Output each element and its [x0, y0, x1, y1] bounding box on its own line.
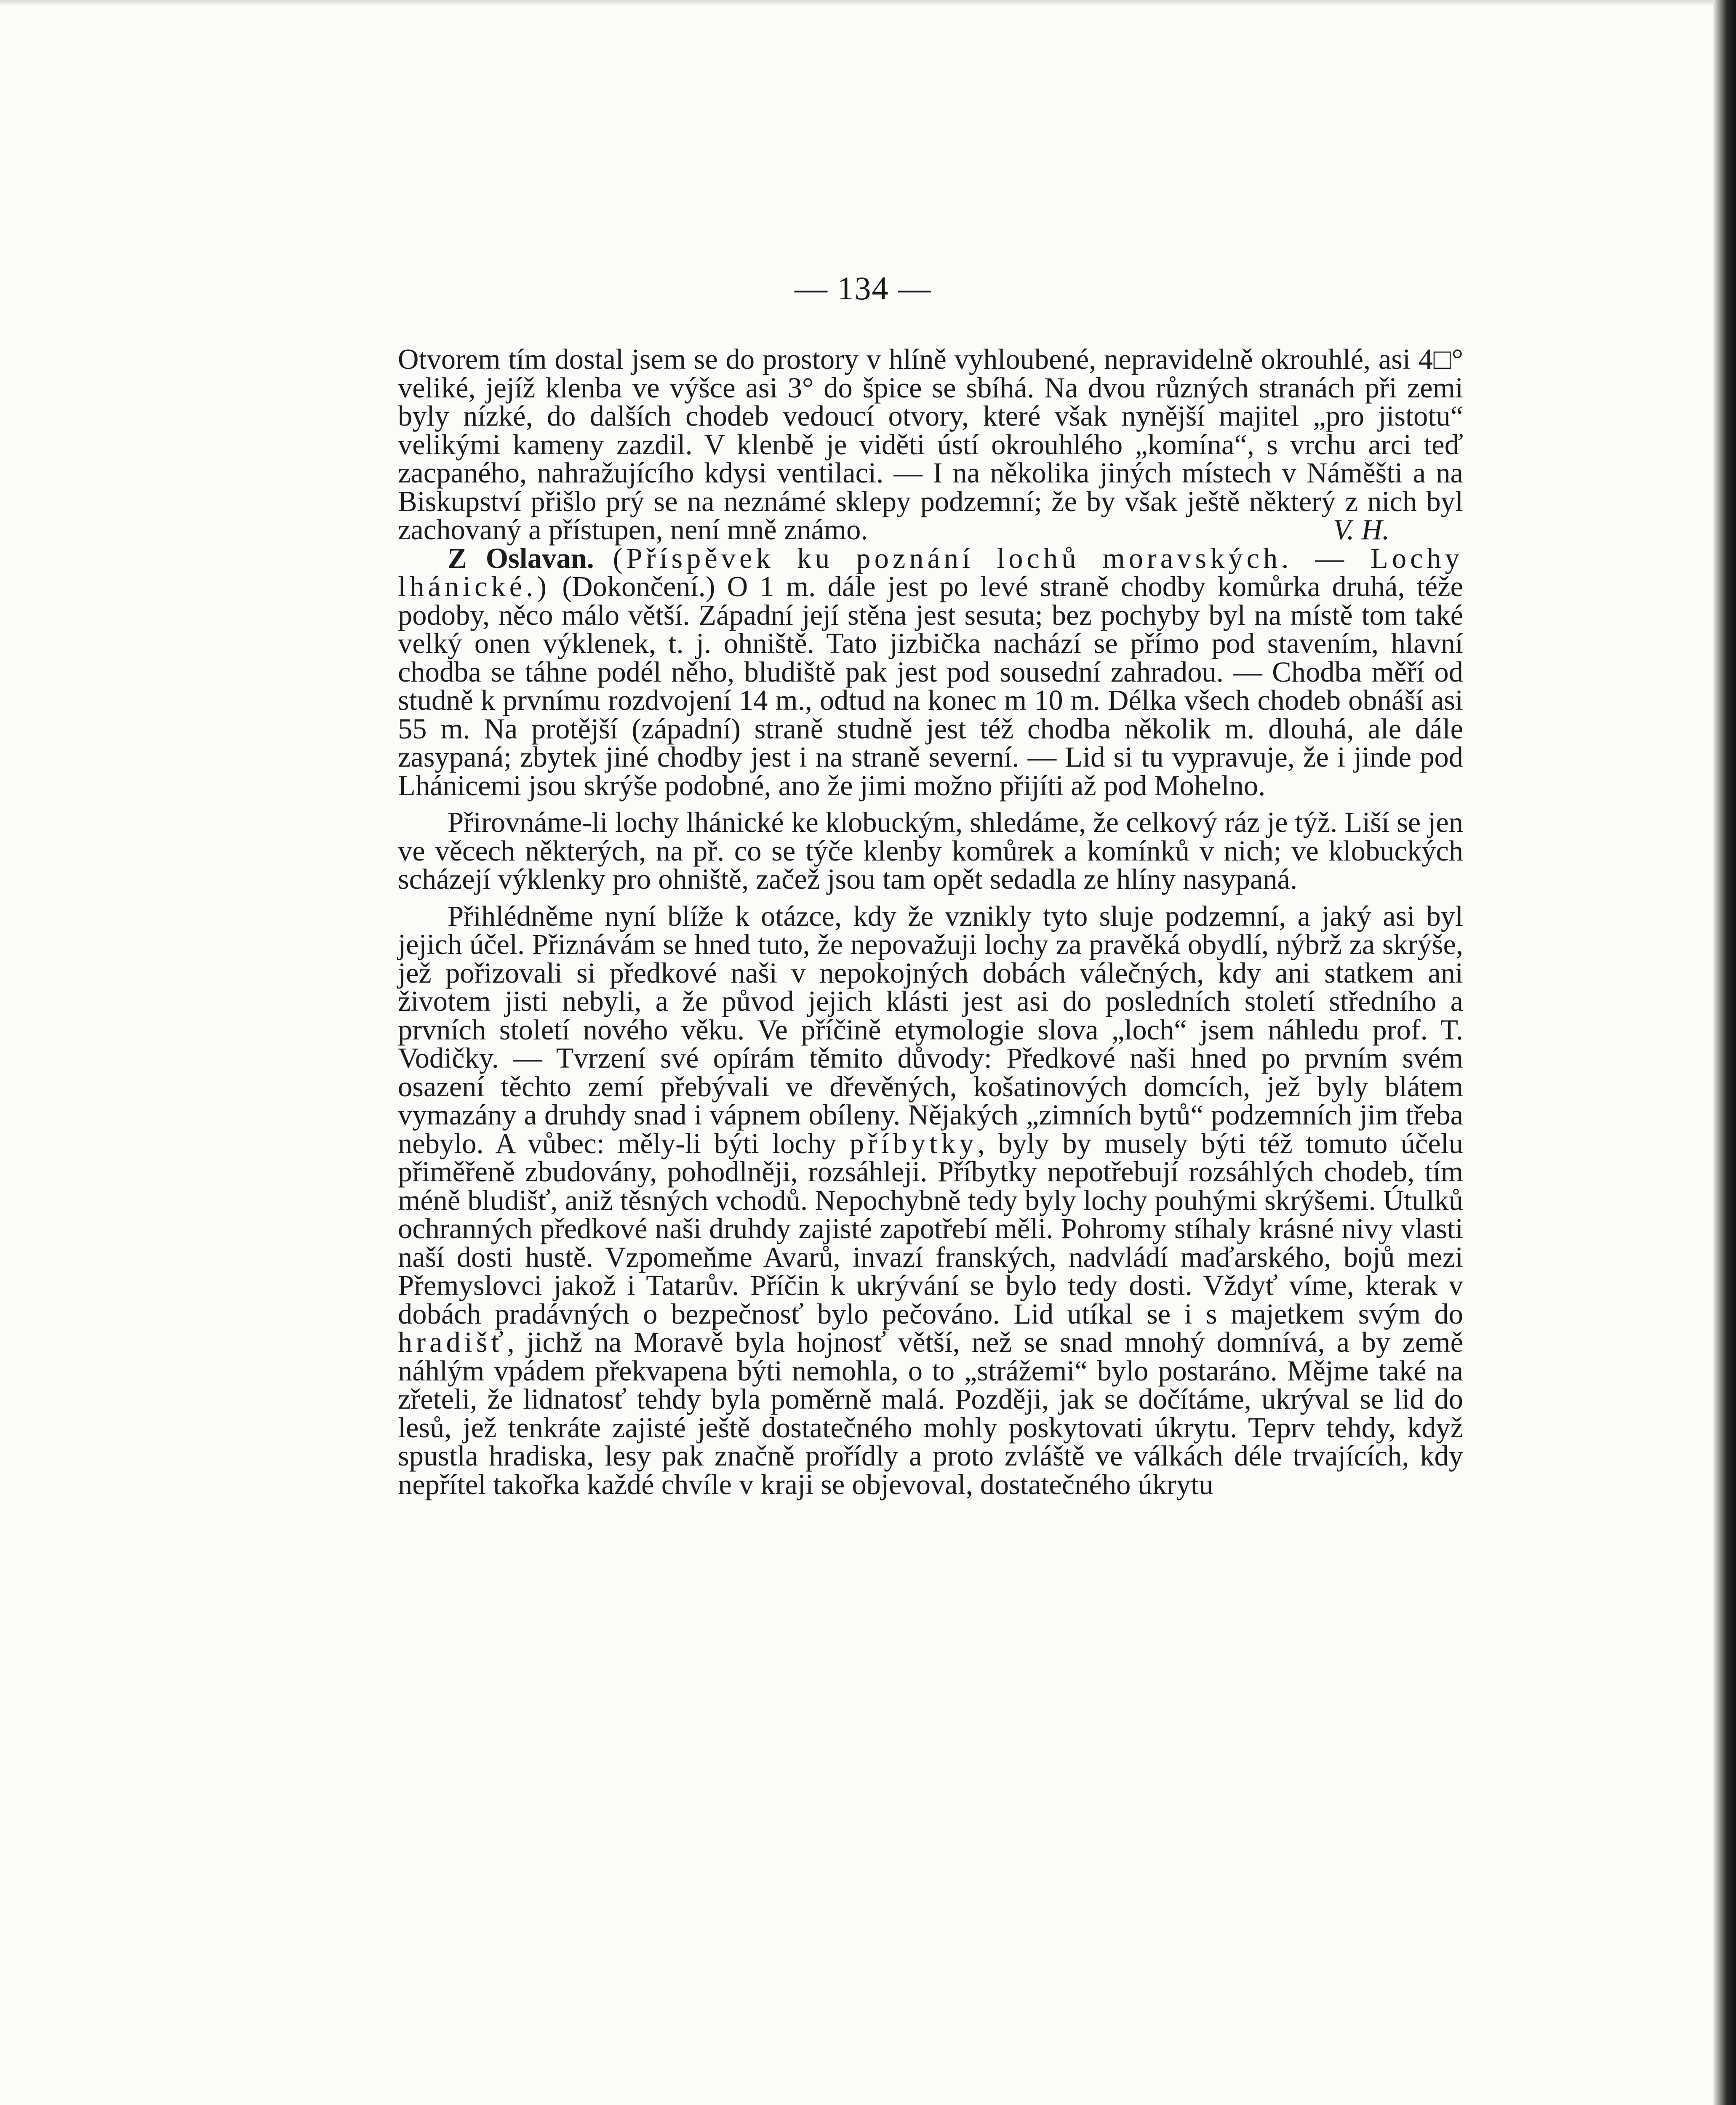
paragraph-4-text-b: , byly by musely býti též tomuto účelu přiměřeně zbudovány, pohodlněji, rozsáhleji. Příbytky nepotřebují rozsáhlých chodeb, tím méně bludišť, aniž těsných vchodů. Nepochybně tedy byly lochy pouhými skrýšemi. Útulků ochranných předkové naši druhdy zajisté zapotřebí měli. Pohromy stíhaly krásné nivy vlasti naší dosti hustě. Vzpomeňme Avarů, invazí franských, nadvládí maďarského, bojů mezi Přemyslovci jakož i Tatarův. Příčin k ukrývání se bylo tedy dosti. Vždyť víme, kterak v dobách pradávných o bezpečnosť bylo pečováno. Lid utíkal se i s majetkem svým do	[398, 1127, 1464, 1330]
paragraph-4-text-a: Přihlédněme nyní blíže k otázce, kdy že vznikly tyto sluje podzemní, a jaký asi byl jejich účel. Přiznávám se hned tuto, že nepovažuji lochy za pravěká obydlí, nýbrž za skrýše, jež pořizovali si předkové naši v nepokojných dobách válečných, kdy ani statkem ani životem jisti nebyli, a že původ jejich klásti jest asi do posledních století středního a prvních století nového věku. Ve příčině etymologie slova „loch“ jsem náhledu prof. T. Vodičky. — Tvrzení své opírám těmito důvody: Předkové naši hned po prvním svém osazení těchto zemí přebývali ve dřevěných, košatinových domcích, jež byly blátem vymazány a druhdy snad i vápnem obíleny. Nějakých „zimních bytů“ podzemních jim třeba nebylo. A vůbec: měly-li býti lochy	[398, 900, 1463, 1159]
section-heading: Z Oslavan.	[448, 542, 594, 574]
body-text	[398, 345, 1463, 1499]
emphasis-word-1: příbytky	[849, 1127, 978, 1159]
paragraph-4-text-c: , jichž na Moravě byla hojnosť větší, než se snad mnohý domnívá, a by země náhlým vpádem překvapena býti nemohla, o to „strážemi“ bylo postaráno. Mějme také na zřeteli, že lidnatosť tehdy byla poměrně malá. Později, jak se dočítáme, ukrýval se lid do lesů, jež tenkráte zajisté ještě dostatečného mohly poskytovati úkrytu. Teprv tehdy, když spustla hradiska, lesy pak značně prořídly a proto zvláště ve válkách déle trvajících, kdy nepřítel takořka každé chvíle v kraji se objevoval, dostatečného úkrytu	[398, 1326, 1463, 1500]
section-subtitle: (Příspěvek ku poznání lochů moravských. — Lochy lhánické.)	[398, 542, 1463, 602]
paragraph-2	[398, 544, 1463, 800]
paragraph-1-text: Otvorem tím dostal jsem se do prostory v hlíně vyhloubené, nepravidelně okrouhlé, asi 4□° veliké, jejíž klenba ve výšce asi 3° do špice se sbíhá. Na dvou různých stranách při zemi byly nízké, do dalších chodeb vedoucí otvory, které však nynější majitel „pro jistotu“ velikými kameny zazdil. V klenbě je viděti ústí okrouhlého „komína“, s vrchu arci teď zacpaného, nahražujícího kdysi ventilaci. — I na několika jiných místech v Náměšti a na Biskupství přišlo prý se na neznámé sklepy podzemní; že by však ještě některý z nich byl zachovaný a přístupen, není mně známo.	[398, 343, 1463, 546]
scan-right-edge	[1713, 0, 1736, 2105]
author-initials: V. H.	[1333, 514, 1389, 546]
paragraph-3-text: Přirovnáme-li lochy lhánické ke klobuckým, shledáme, že celkový ráz je týž. Liší se jen ve věcech některých, na př. co se týče klenby komůrek a komínků v nich; ve klobuckých scházejí výklenky pro ohniště, začež jsou tam opět sedadla ze hlíny nasypaná.	[398, 806, 1463, 895]
emphasis-word-2: hradišť	[398, 1326, 507, 1358]
paragraph-2-text: (Dokončení.) O 1 m. dále jest po levé straně chodby komůrka druhá, téže podoby, něco málo větší. Západní její stěna jest sesuta; bez pochyby byl na místě tom také velký onen výklenek, t. j. ohniště. Tato jizbička nachází se přímo pod stavením, hlavní chodba se táhne podél něho, bludiště pak jest pod sousední zahradou. — Chodba měří od studně k prvnímu rozdvojení 14 m., odtud na konec m 10 m. Délka všech chodeb obnáší asi 55 m. Na protější (západní) straně studně jest též chodba několik m. dlouhá, ale dále zasypaná; zbytek jiné chodby jest i na straně severní. — Lid si tu vypravuje, že i jinde pod Lhánicemi jsou skrýše podobné, ano že jimi možno přijíti až pod Mohelno.	[398, 570, 1463, 802]
paragraph-1	[398, 345, 1463, 544]
page-number: — 134 —	[795, 270, 932, 306]
paragraph-3	[398, 808, 1463, 894]
paragraph-4	[398, 902, 1463, 1499]
scan-top-edge	[0, 0, 1736, 6]
